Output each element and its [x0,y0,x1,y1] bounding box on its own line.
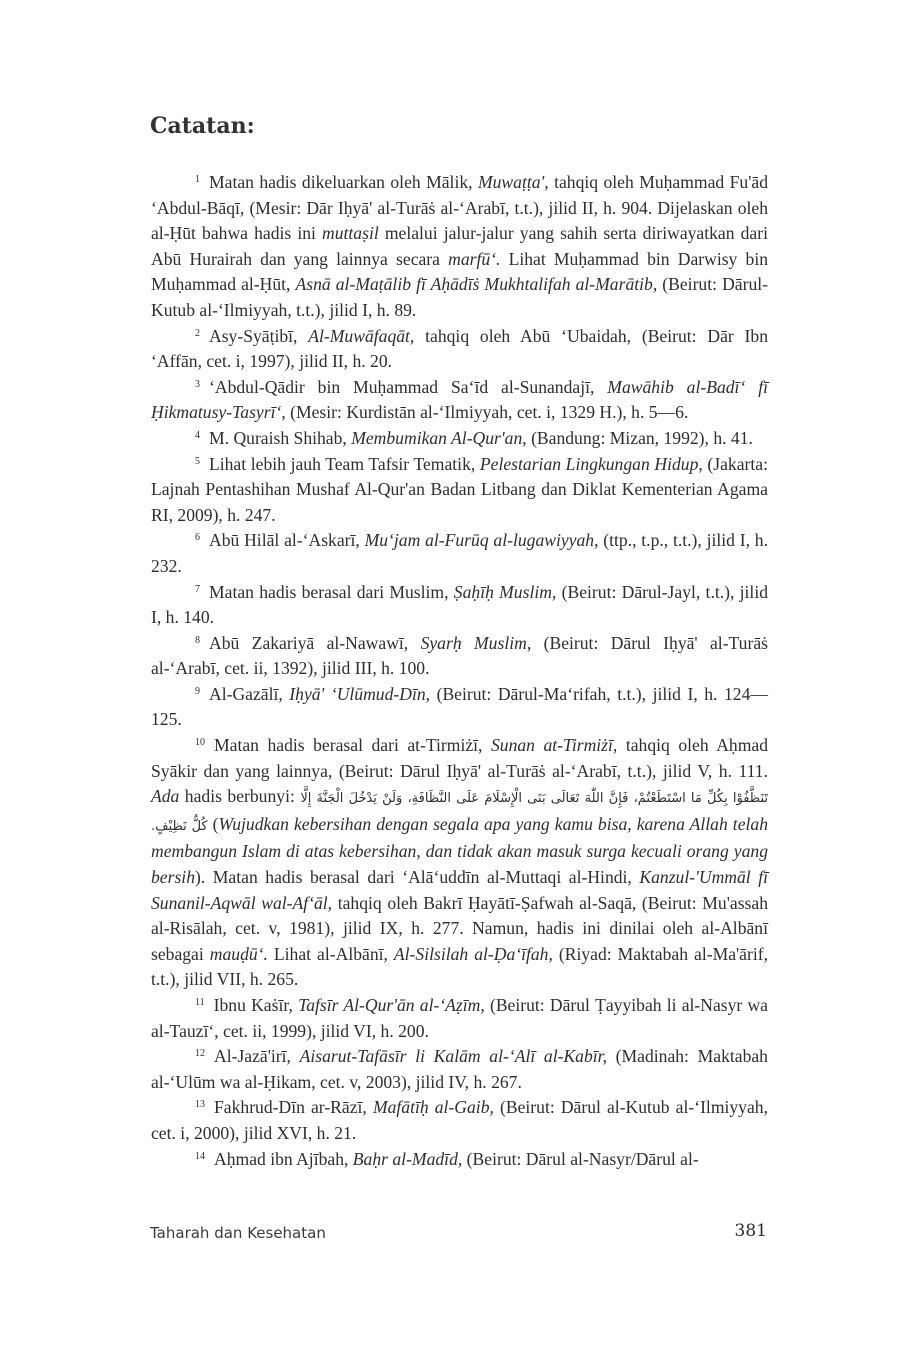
footnote-text: tahqiq oleh Abū ‘Ubaidah, (Beirut: Dār Ibn ‘Affān, cet. i, 1997), jilid II, h. 20. [151,325,769,372]
italic-citation-text: Kanzul-'Ummāl fī Sunanil-Aqwāl wal-Af‘āl, [151,867,768,913]
italic-citation-text: Mafātīḥ al-Gaib, [372,1097,494,1118]
footnote [151,682,768,733]
footnote-number: 10 [195,737,205,749]
italic-citation-text: Iḥyā' ‘Ulūmud-Dīn [289,683,426,704]
italic-citation-text: Ṣaḥīḥ Muslim, [453,581,557,602]
footnote-number: 9 [195,685,200,697]
footnote-number: 11 [195,997,205,1008]
page-number: 381 [734,1221,767,1241]
footnote [151,580,768,631]
footnote-text: , (Jakarta: Lajnah Pentashihan Mushaf Al-Qur'an Badan Litbang dan Diklat Kementerian Agama RI, 2009), h. 247. [151,453,768,525]
footnote-number: 1 [195,174,200,185]
footnote-text: Ibnu Kaṡīr, [213,995,299,1015]
footnote-text: (Beirut: Dārul al-Kutub al-‘Ilmiyyah, cet. i, 2000), jilid XVI, h. 21. [151,1097,768,1143]
footnote-text: Al-Gazālī, [209,683,290,704]
italic-citation-text: Wujudkan kebersihan dengan segala apa yang kamu bisa, karena Allah telah membangun Islam di atas kebersihan, dan tidak akan masuk surga kecuali orang yang bersih [151,813,768,888]
footnote-text: Matan hadis berasal dari Muslim, [209,581,454,602]
italic-citation-text: Syarḥ Muslim [420,632,527,653]
arabic-hadith-text: تَنَظَّفُوْا بِكُلِّ مَا اسْتَطَعْتُمْ، فَإِنَّ اللّٰهَ تَعَالَى بَنَى الْإِسْلَامَ عَلَى النَّظَافَةِ، وَلَنْ يَدْخُلَ الْجَنَّةَ إِلَّا كُلُّ نَظِيْفٍ. [151,791,768,834]
footnote [151,324,768,375]
footnote-text: ‘Abdul-Qādir bin Muḥammad Sa‘īd al-Sunandajī, [209,376,608,397]
footnote-text: tahqiq oleh Bakrī Ḥayātī-Ṣafwah al-Saqā, (Beirut: Mu'assah al-Risālah, cet. v, 1981), jilid IX, h. 277. Namun, hadis ini dinilai oleh al-Albānī sebagai [151,892,768,964]
footnote-text: (Beirut: Dārul-Jayl, t.t.), jilid I, h. 140. [151,581,769,628]
footnote-text: Abū Zakariyā al-Nawawī, [209,632,421,653]
footnotes-list [151,170,768,1172]
footnote-number: 8 [195,634,200,646]
italic-citation-text: Baḥr al-Madīd, [352,1148,463,1169]
italic-citation-text: Muwaṭṭa', [477,172,549,192]
footnote [151,1044,768,1095]
footnote-text: tahqiq oleh Aḥmad Syākir dan yang lainnya, (Beirut: Dārul Iḥyā' al-Turāṡ al-‘Arabī, t.t.), jilid V, h. 111. [151,735,768,781]
footnote-text: , (Beirut: Dārul Iḥyā' al-Turāṡ al-‘Arabī, cet. ii, 1392), jilid III, h. 100. [151,632,768,679]
footnote-text: ( [207,813,219,834]
footnote-number: 14 [195,1150,205,1162]
footnote-text: Matan hadis berasal dari at-Tirmiżī, [214,735,491,756]
footnote [151,1095,768,1146]
italic-citation-text: mauḍū‘. [209,943,268,964]
italic-citation-text: muttaṣil [322,223,379,244]
footnote-text: Lihat lebih jauh Team Tafsir Tematik, [209,453,480,474]
footnote-text: ). Matan hadis berasal dari ‘Alā‘uddīn al-Muttaqi al-Hindi, [194,867,640,888]
footnote-text: (Riyad: Maktabah al-Ma'ārif, t.t.), jilid VII, h. 265. [151,943,769,990]
footnote-text: Al-Jazā'irī, [214,1046,300,1067]
footnote-number: 4 [195,429,200,441]
footnote [151,993,768,1044]
footnote-number: 5 [195,455,200,467]
running-footer-title: Taharah dan Kesehatan [150,1224,326,1242]
footnote-text: Abū Hilāl al-‘Askarī, [209,530,365,551]
footnote-number: 7 [195,583,200,595]
footnote-text: (Beirut: Dārul-Kutub al-‘Ilmiyyah, t.t.), jilid I, h. 89. [151,274,768,320]
section-heading: Catatan: [150,113,255,139]
footnote-text: M. Quraish Shihab, [209,427,352,448]
footnote-number: 3 [195,378,200,390]
footnote-number: 6 [195,532,200,544]
italic-citation-text: Tafsīr Al-Qur'ān al-‘Aẓīm, [298,995,485,1015]
footnote-text: , (Bandung: Mizan, 1992), h. 41. [522,427,753,448]
footnote [151,426,768,452]
footnote [151,631,768,682]
italic-citation-text: marfū‘. [448,248,501,269]
italic-citation-text: Membumikan Al-Qur'an [351,427,523,448]
footnote-text: , (Beirut: Dārul-Ma‘rifah, t.t.), jilid I, h. 124—125. [151,683,768,730]
italic-citation-text: Al-Silsilah al-Ḍa‘īfah, [393,943,553,964]
footnote-text: Matan hadis dikeluarkan oleh Mālik, [209,172,478,192]
footnote-text: (Beirut: Dārul al-Nasyr/Dārul al- [462,1148,699,1169]
footnote-text: Aḥmad ibn Ajībah, [214,1148,353,1169]
italic-citation-text: Sunan at-Tirmiżī, [490,735,618,756]
footnote-text: melalui jalur-jalur yang sahih serta diriwayatkan dari Abū Hurairah dan yang lainnya secara [151,223,768,269]
footnote-number: 12 [195,1048,205,1060]
italic-citation-text: Asnā al-Maṭālib fī Aḥādīṡ Mukhtalifah al-Marātib, [295,274,658,295]
footnote-text: Asy-Syāṭibī, [209,325,309,346]
footnote-text: hadis berbunyi: [179,786,301,807]
footnote-text: (Beirut: Dārul Ṭayyibah li al-Nasyr wa al-Tauzī‘, cet. ii, 1999), jilid VI, h. 200. [151,995,768,1041]
footnote-text: Lihat al-Albānī, [267,943,394,964]
footnote-text: (Madinah: Maktabah al-‘Ulūm wa al-Ḥikam, cet. v, 2003), jilid IV, h. 267. [151,1046,768,1092]
footnote-text: Lihat Muḥammad bin Darwisy bin Muḥammad al-Ḥūt, [151,248,769,295]
footnote-text: , (Mesir: Kurdistān al-‘Ilmiyyah, cet. i, 1329 H.), h. 5—6. [281,402,689,423]
footnote-number: 13 [195,1099,205,1111]
footnote [151,733,768,993]
footnote-number: 2 [195,327,200,339]
footnote-text: , (ttp., t.p., t.t.), jilid I, h. 232. [151,530,768,576]
italic-citation-text: Mawāhib al-Badī‘ fī Ḥikmatusy-Tasyrī‘ [151,376,768,423]
italic-citation-text: Ada [151,786,180,807]
footnote [151,375,768,426]
footnote [151,528,768,579]
footnote [151,170,768,324]
italic-citation-text: Al-Muwāfaqāt, [308,325,415,346]
italic-citation-text: Pelestarian Lingkungan Hidup [479,453,699,474]
footnote [151,1147,768,1173]
footnote [151,452,768,529]
italic-citation-text: Aisarut-Tafāsīr li Kalām al-‘Alī al-Kabīr, [299,1046,607,1067]
italic-citation-text: Mu‘jam al-Furūq al-lugawiyyah [364,530,595,551]
footnote-text: tahqiq oleh Muḥammad Fu'ād ‘Abdul-Bāqī, (Mesir: Dār Iḥyā' al-Turāṡ al-‘Arabī, t.t.), jilid II, h. 904. Dijelaskan oleh al-Ḥūt bahwa hadis ini [151,172,768,244]
footnote-text: Fakhrud-Dīn ar-Rāzī, [214,1097,373,1118]
